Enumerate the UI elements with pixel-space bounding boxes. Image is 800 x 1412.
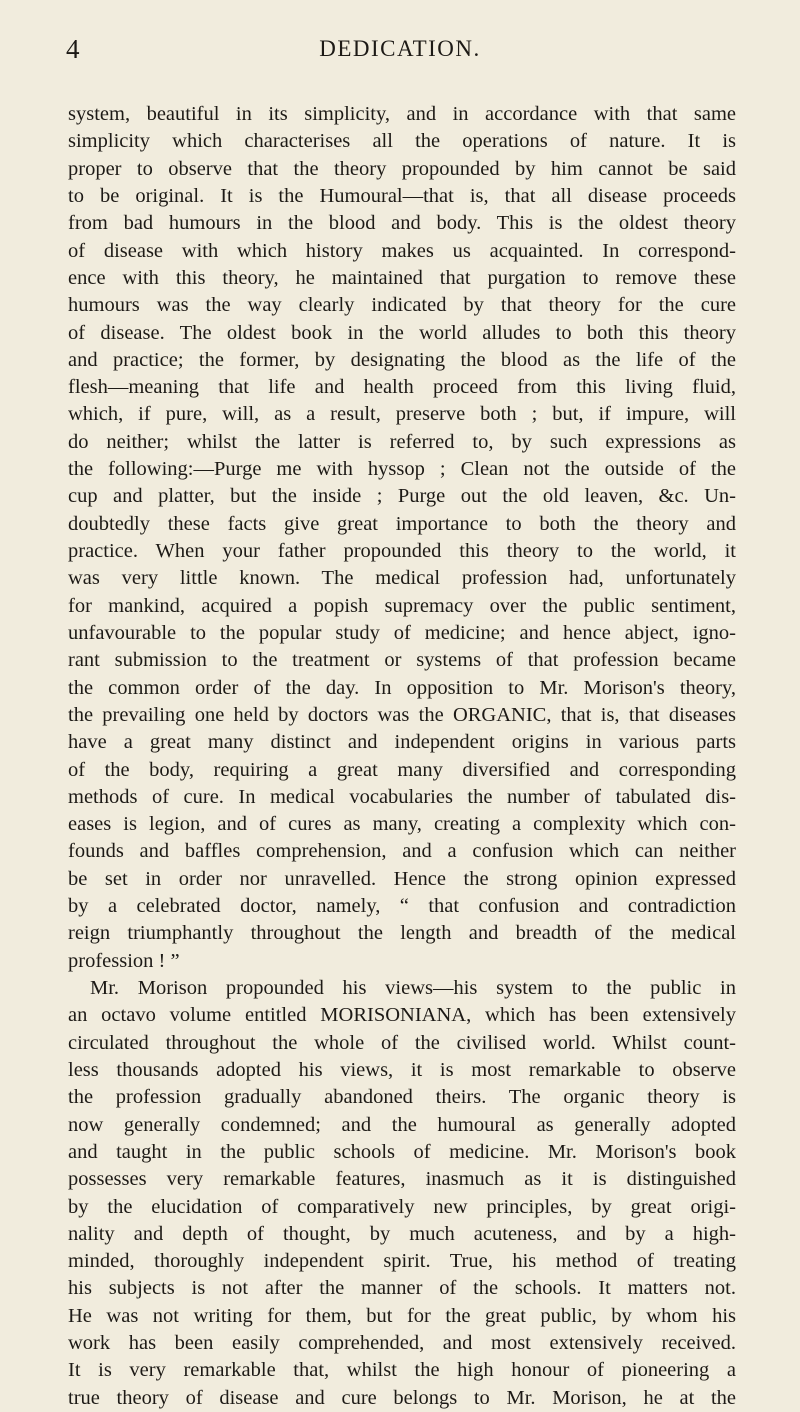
text-line: an octavo volume entitled MORISONIANA, which has been extensively	[68, 1004, 736, 1027]
text-line: It is very remarkable that, whilst the high honour of pioneering a	[68, 1359, 736, 1382]
text-line: rant submission to the treatment or systems of that profession became	[68, 649, 736, 672]
text-line: proper to observe that the theory propounded by him cannot be said	[68, 157, 736, 180]
text-line: circulated throughout the whole of the civilised world. Whilst count-	[68, 1031, 736, 1054]
text-line: the prevailing one held by doctors was the ORGANIC, that is, that diseases	[68, 703, 736, 726]
text-line: humours was the way clearly indicated by that theory for the cure	[68, 294, 736, 317]
text-line: He was not writing for them, but for the great public, by whom his	[68, 1304, 736, 1327]
text-line: simplicity which characterises all the operations of nature. It is	[68, 130, 736, 153]
text-line: be set in order nor unravelled. Hence the strong opinion expressed	[68, 867, 736, 890]
text-line: true theory of disease and cure belongs to Mr. Morison, he at the	[68, 1386, 736, 1409]
text-line: methods of cure. In medical vocabularies the number of tabulated dis-	[68, 785, 736, 808]
body-text	[68, 101, 736, 1412]
running-head-title: DEDICATION.	[319, 36, 481, 61]
text-line: of disease with which history makes us acquainted. In correspond-	[68, 239, 736, 262]
text-line: nality and depth of thought, by much acuteness, and by a high-	[68, 1222, 736, 1245]
text-line: eases is legion, and of cures as many, creating a complexity which con-	[68, 813, 736, 836]
text-line: from bad humours in the blood and body. This is the oldest theory	[68, 212, 736, 235]
text-line: practice. When your father propounded this theory to the world, it	[68, 540, 736, 562]
text-line: by the elucidation of comparatively new principles, by great origi-	[68, 1195, 736, 1218]
text-line: ence with this theory, he maintained that purgation to remove these	[68, 266, 736, 289]
paragraph-2	[68, 975, 736, 1412]
text-line: for mankind, acquired a popish supremacy over the public sentiment,	[68, 594, 736, 617]
text-line: the common order of the day. In opposition to Mr. Morison's theory,	[68, 676, 736, 699]
paragraph-1	[68, 101, 736, 975]
text-line: the following:—Purge me with hyssop ; Clean not the outside of the	[68, 458, 736, 481]
text-line: and taught in the public schools of medicine. Mr. Morison's book	[68, 1140, 736, 1163]
text-line: doubtedly these facts give great importance to both the theory and	[68, 512, 736, 535]
text-line: and practice; the former, by designating the blood as the life of the	[68, 348, 736, 371]
text-line: was very little known. The medical profession had, unfortunately	[68, 567, 736, 590]
text-line: system, beautiful in its simplicity, and in accordance with that same	[68, 103, 736, 125]
text-line: his subjects is not after the manner of the schools. It matters not.	[68, 1277, 736, 1300]
text-line: the profession gradually abandoned theirs. The organic theory is	[68, 1086, 736, 1109]
text-line: founds and baffles comprehension, and a confusion which can neither	[68, 840, 736, 863]
text-line: to be original. It is the Humoural—that is, that all disease proceeds	[68, 184, 736, 207]
text-line: do neither; whilst the latter is referred to, by such expressions as	[68, 430, 736, 453]
text-line: Mr. Morison propounded his views—his system to the public in	[90, 977, 736, 999]
text-line: of the body, requiring a great many diversified and corresponding	[68, 758, 736, 781]
text-line: of disease. The oldest book in the world alludes to both this theory	[68, 321, 736, 344]
text-line: unfavourable to the popular study of medicine; and hence abject, igno-	[68, 621, 736, 644]
text-line: cup and platter, but the inside ; Purge out the old leaven, &c. Un-	[68, 485, 736, 508]
text-line: profession ! ”	[68, 949, 180, 972]
text-line: work has been easily comprehended, and most extensively received.	[68, 1332, 736, 1355]
text-line: flesh—meaning that life and health proceed from this living fluid,	[68, 376, 736, 399]
running-head	[66, 34, 734, 64]
text-line: have a great many distinct and independent origins in various parts	[68, 731, 736, 754]
text-line: which, if pure, will, as a result, preserve both ; but, if impure, will	[68, 403, 736, 426]
text-line: possesses very remarkable features, inasmuch as it is distinguished	[68, 1168, 736, 1191]
text-line: now generally condemned; and the humoural as generally adopted	[68, 1113, 736, 1136]
text-line: by a celebrated doctor, namely, “ that confusion and contradiction	[68, 895, 736, 918]
text-line: less thousands adopted his views, it is most remarkable to observe	[68, 1058, 736, 1081]
text-line: reign triumphantly throughout the length and breadth of the medical	[68, 922, 736, 945]
page-number: 4	[66, 34, 80, 64]
text-line: minded, thoroughly independent spirit. True, his method of treating	[68, 1250, 736, 1273]
